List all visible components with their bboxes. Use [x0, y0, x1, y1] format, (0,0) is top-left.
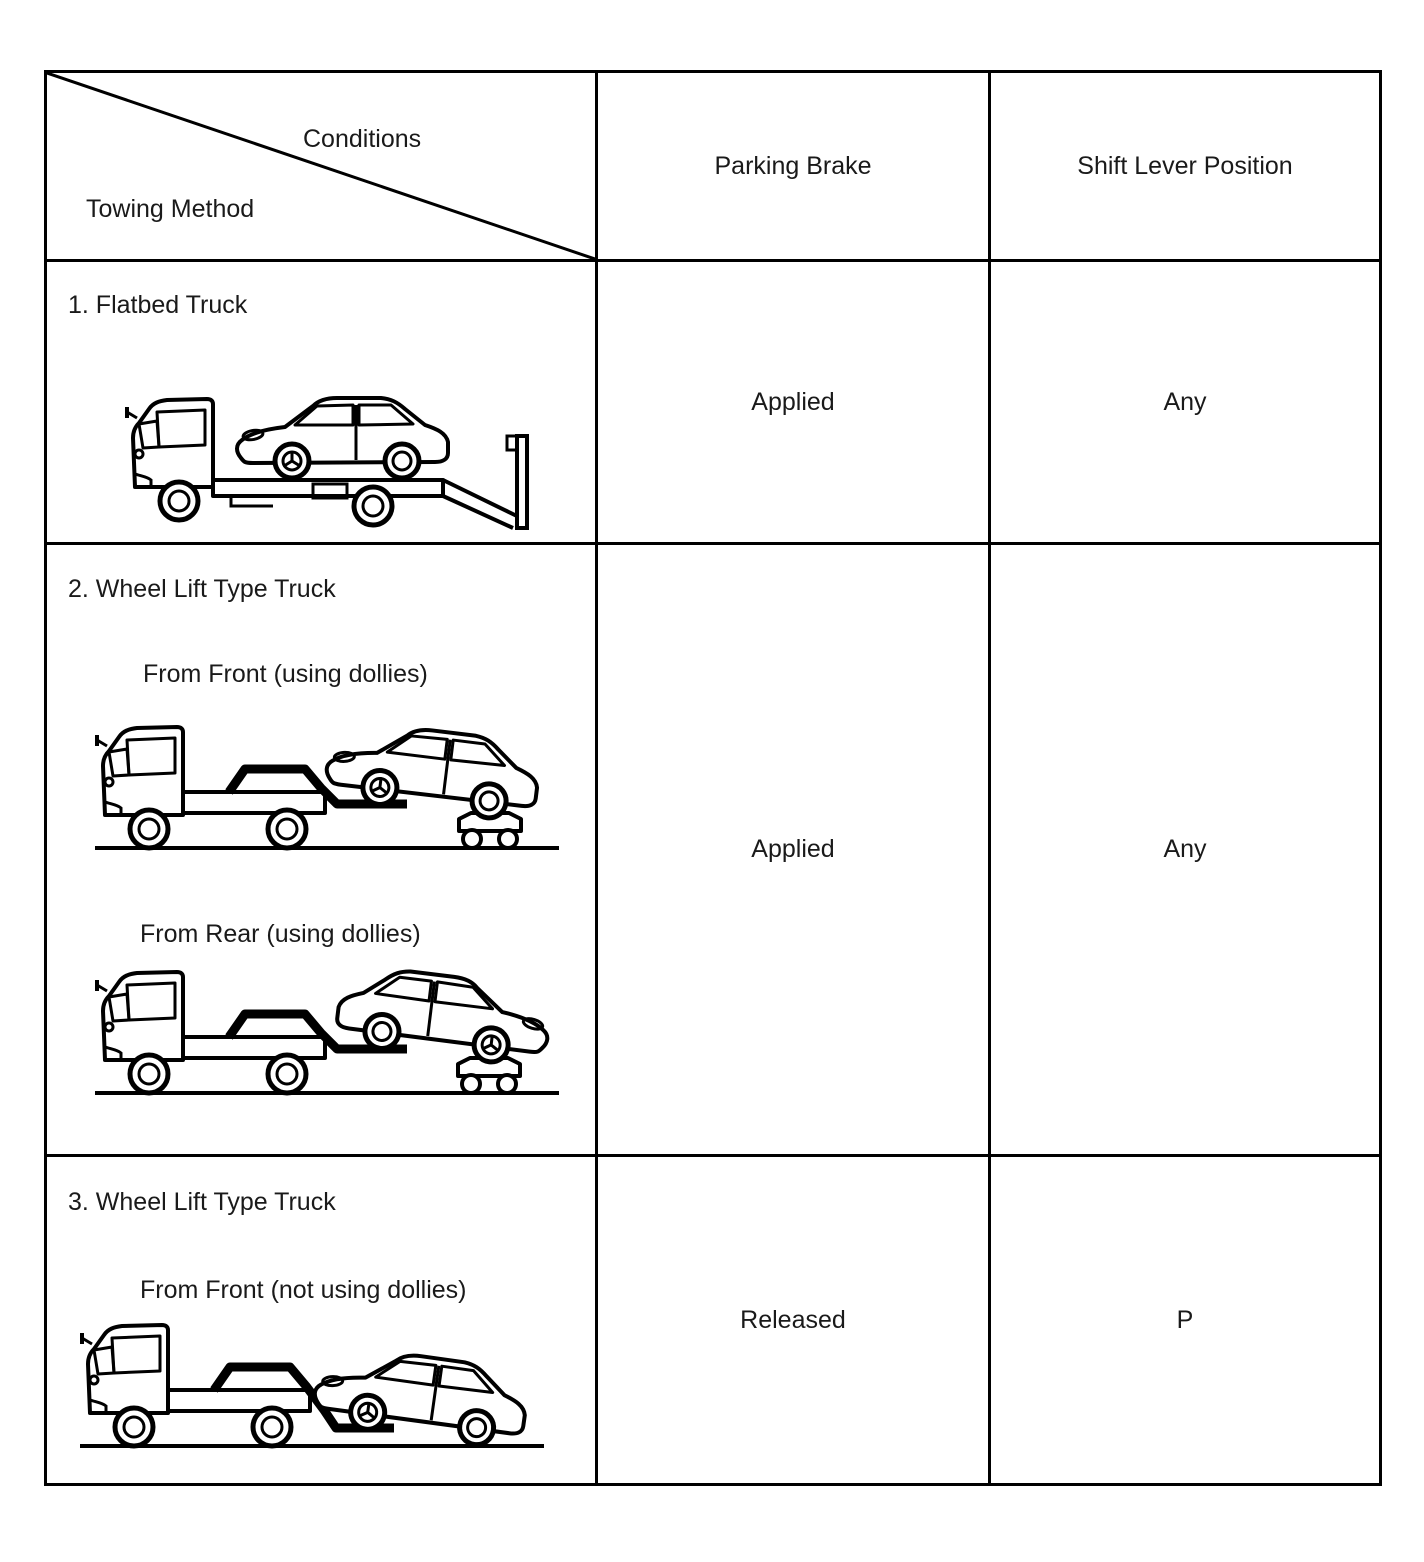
header-cell-parking-brake: [598, 73, 991, 262]
flatbed-truck-illustration: [123, 388, 533, 538]
header-cell-towing-method-conditions: [47, 73, 598, 262]
row3-method-label: 3. Wheel Lift Type Truck: [68, 1188, 336, 1216]
header-towing-method-label: Towing Method: [86, 195, 255, 223]
row3-shift-lever-value: P: [1176, 1305, 1194, 1334]
header-shift-lever-label: Shift Lever Position: [1077, 151, 1293, 180]
row3-method-cell: [47, 1157, 598, 1483]
towed-car-front-lifted: [311, 1342, 531, 1451]
row1-parking-brake-cell: [598, 262, 991, 545]
diagonal-divider: [47, 73, 595, 259]
car-on-flatbed: [237, 398, 448, 478]
row2-method-label: 2. Wheel Lift Type Truck: [68, 575, 336, 603]
wheel-lift-truck: [97, 972, 407, 1093]
row3-sublabel-from-front: From Front (not using dollies): [140, 1276, 467, 1304]
row2-shift-lever-cell: [991, 545, 1379, 1157]
header-cell-shift-lever-position: [991, 73, 1379, 262]
tow-from-rear-dollies-illustration: [93, 961, 563, 1101]
header-parking-brake-label: Parking Brake: [714, 151, 872, 180]
row1-method-cell: [47, 262, 598, 545]
row2-method-cell: [47, 545, 598, 1157]
row2-sublabel-from-rear: From Rear (using dollies): [140, 920, 421, 948]
row1-shift-lever-cell: [991, 262, 1379, 545]
row1-parking-brake-value: Applied: [751, 387, 835, 416]
tow-from-front-dollies-illustration: [93, 716, 563, 856]
row2-sublabel-from-front: From Front (using dollies): [143, 660, 428, 688]
row3-parking-brake-cell: [598, 1157, 991, 1483]
row2-shift-lever-value: Any: [1163, 835, 1207, 863]
towing-methods-table: [44, 70, 1382, 1486]
row1-shift-lever-value: Any: [1163, 387, 1207, 416]
row3-parking-brake-value: Released: [740, 1305, 846, 1334]
row2-parking-brake-cell: [598, 545, 991, 1157]
header-conditions-label: Conditions: [303, 125, 422, 153]
row1-method-label: 1. Flatbed Truck: [68, 291, 248, 319]
row2-parking-brake-value: Applied: [751, 835, 835, 863]
row3-shift-lever-cell: [991, 1157, 1379, 1483]
tow-from-front-no-dollies-illustration: [78, 1314, 548, 1454]
